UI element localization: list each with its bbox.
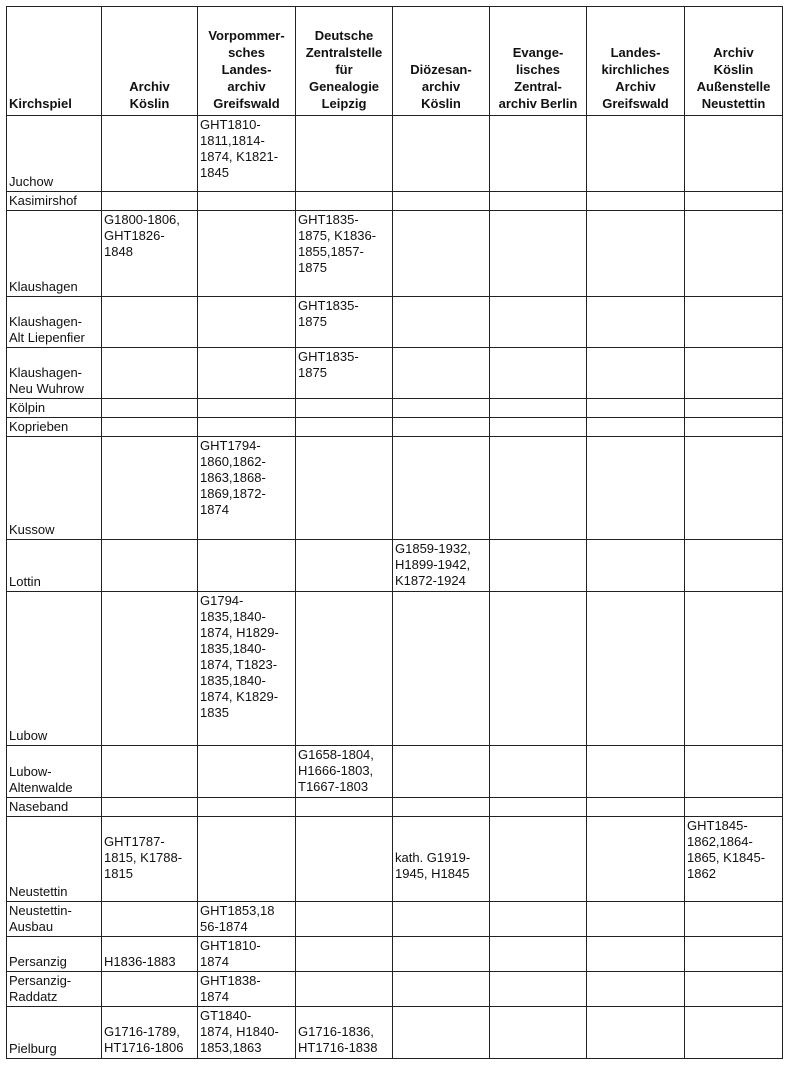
table-row <box>7 297 783 348</box>
archive-holdings-cell <box>490 592 587 746</box>
parish-name-cell: Persanzig <box>7 937 102 972</box>
archive-holdings-cell <box>393 798 490 817</box>
parish-name-cell: Koprieben <box>7 418 102 437</box>
archive-holdings-cell: GT1840- 1874, H1840- 1853,1863 <box>198 1007 296 1059</box>
archive-holdings-cell <box>102 592 198 746</box>
archive-holdings-cell <box>102 540 198 592</box>
archive-holdings-cell <box>587 211 685 297</box>
archive-holdings-cell <box>490 348 587 399</box>
archive-holdings-cell <box>587 798 685 817</box>
archive-holdings-cell <box>198 817 296 902</box>
table-row <box>7 1007 783 1059</box>
archive-holdings-cell <box>490 798 587 817</box>
archive-holdings-cell: GHT1794- 1860,1862- 1863,1868- 1869,1872- 1874 <box>198 437 296 540</box>
archive-holdings-cell <box>102 902 198 937</box>
archive-holdings-cell: GHT1835- 1875 <box>296 348 393 399</box>
archive-holdings-cell <box>685 192 783 211</box>
header-zentralarchiv-berlin: Evange- lisches Zentral- archiv Berlin <box>490 7 587 116</box>
header-archiv-koeslin-neustettin: Archiv Köslin Außenstelle Neustettin <box>685 7 783 116</box>
archive-holdings-cell <box>102 348 198 399</box>
archive-holdings-cell <box>685 902 783 937</box>
archive-table-wrapper <box>6 6 783 1059</box>
table-row <box>7 348 783 399</box>
archive-holdings-cell <box>490 972 587 1007</box>
archive-holdings-cell <box>198 746 296 798</box>
table-row <box>7 902 783 937</box>
parish-name-cell: Lubow- Altenwalde <box>7 746 102 798</box>
header-archiv-koeslin: Archiv Köslin <box>102 7 198 116</box>
archive-holdings-cell <box>393 437 490 540</box>
archive-holdings-cell <box>296 418 393 437</box>
archive-holdings-cell <box>296 192 393 211</box>
archive-holdings-cell: GHT1853,18 56-1874 <box>198 902 296 937</box>
table-row <box>7 746 783 798</box>
archive-holdings-cell: G1716-1836, HT1716-1838 <box>296 1007 393 1059</box>
archive-holdings-cell <box>198 798 296 817</box>
header-kirchspiel: Kirchspiel <box>7 7 102 116</box>
archive-holdings-cell <box>490 746 587 798</box>
archive-holdings-cell: GHT1835- 1875, K1836- 1855,1857- 1875 <box>296 211 393 297</box>
parish-name-cell: Naseband <box>7 798 102 817</box>
archive-holdings-cell <box>490 399 587 418</box>
archive-holdings-cell <box>490 116 587 192</box>
archive-holdings-cell <box>296 540 393 592</box>
archive-holdings-cell <box>490 192 587 211</box>
archive-holdings-cell <box>587 348 685 399</box>
archive-holdings-cell <box>685 798 783 817</box>
archive-holdings-cell <box>393 297 490 348</box>
archive-holdings-cell <box>685 116 783 192</box>
archive-holdings-cell <box>296 798 393 817</box>
archive-holdings-cell <box>393 418 490 437</box>
archive-holdings-cell <box>685 746 783 798</box>
archive-holdings-cell <box>685 418 783 437</box>
parish-name-cell: Persanzig- Raddatz <box>7 972 102 1007</box>
table-row <box>7 399 783 418</box>
parish-name-cell: Kölpin <box>7 399 102 418</box>
archive-holdings-cell <box>587 972 685 1007</box>
archive-holdings-cell <box>198 540 296 592</box>
archive-holdings-cell <box>490 937 587 972</box>
archive-holdings-cell <box>198 192 296 211</box>
archive-holdings-cell <box>198 348 296 399</box>
archive-holdings-cell <box>296 399 393 418</box>
archive-holdings-cell: G1859-1932, H1899-1942, K1872-1924 <box>393 540 490 592</box>
table-row <box>7 418 783 437</box>
archive-holdings-cell <box>490 437 587 540</box>
archive-holdings-cell <box>490 297 587 348</box>
archive-holdings-cell <box>393 972 490 1007</box>
archive-holdings-cell: G1716-1789, HT1716-1806 <box>102 1007 198 1059</box>
archive-holdings-cell <box>393 399 490 418</box>
header-landeskirchliches-archiv-greifswald: Landes- kirchliches Archiv Greifswald <box>587 7 685 116</box>
archive-holdings-cell <box>102 399 198 418</box>
archive-holdings-cell <box>490 540 587 592</box>
parish-name-cell: Kasimirshof <box>7 192 102 211</box>
archive-holdings-cell: H1836-1883 <box>102 937 198 972</box>
archive-holdings-cell <box>198 211 296 297</box>
parish-archive-table <box>6 6 783 1059</box>
archive-holdings-cell: GHT1835- 1875 <box>296 297 393 348</box>
archive-holdings-cell <box>296 592 393 746</box>
parish-name-cell: Klaushagen- Neu Wuhrow <box>7 348 102 399</box>
archive-holdings-cell <box>490 418 587 437</box>
archive-holdings-cell <box>296 902 393 937</box>
archive-holdings-cell <box>102 297 198 348</box>
archive-holdings-cell <box>490 902 587 937</box>
archive-holdings-cell <box>685 211 783 297</box>
archive-holdings-cell <box>393 348 490 399</box>
parish-name-cell: Lottin <box>7 540 102 592</box>
archive-holdings-cell <box>393 937 490 972</box>
archive-holdings-cell <box>490 817 587 902</box>
archive-holdings-cell: GHT1838- 1874 <box>198 972 296 1007</box>
table-row <box>7 116 783 192</box>
archive-holdings-cell <box>587 399 685 418</box>
archive-holdings-cell <box>393 211 490 297</box>
header-dioezesanarchiv-koeslin: Diözesan- archiv Köslin <box>393 7 490 116</box>
archive-holdings-cell <box>296 937 393 972</box>
archive-holdings-cell <box>198 418 296 437</box>
archive-holdings-cell <box>587 192 685 211</box>
parish-name-cell: Neustettin- Ausbau <box>7 902 102 937</box>
archive-holdings-cell <box>587 817 685 902</box>
archive-holdings-cell <box>296 817 393 902</box>
parish-name-cell: Juchow <box>7 116 102 192</box>
header-zentralstelle-genealogie-leipzig: Deutsche Zentralstelle für Genealogie Leipzig <box>296 7 393 116</box>
header-landesarchiv-greifswald: Vorpommer- sches Landes- archiv Greifswald <box>198 7 296 116</box>
table-row <box>7 192 783 211</box>
archive-holdings-cell <box>102 437 198 540</box>
archive-holdings-cell <box>587 746 685 798</box>
archive-holdings-cell <box>685 399 783 418</box>
archive-holdings-cell <box>587 418 685 437</box>
archive-holdings-cell: GHT1810- 1811,1814- 1874, K1821- 1845 <box>198 116 296 192</box>
archive-holdings-cell: GHT1845- 1862,1864- 1865, K1845- 1862 <box>685 817 783 902</box>
archive-holdings-cell <box>393 1007 490 1059</box>
archive-holdings-cell <box>587 592 685 746</box>
archive-holdings-cell <box>587 116 685 192</box>
archive-holdings-cell <box>393 192 490 211</box>
table-row <box>7 972 783 1007</box>
archive-holdings-cell <box>393 116 490 192</box>
table-row <box>7 540 783 592</box>
archive-holdings-cell <box>490 211 587 297</box>
table-row <box>7 437 783 540</box>
archive-holdings-cell <box>685 592 783 746</box>
archive-holdings-cell <box>296 116 393 192</box>
parish-name-cell: Klaushagen- Alt Liepenfier <box>7 297 102 348</box>
table-row <box>7 211 783 297</box>
archive-holdings-cell <box>587 937 685 972</box>
header-row <box>7 7 783 116</box>
archive-holdings-cell: G1800-1806, GHT1826- 1848 <box>102 211 198 297</box>
archive-holdings-cell <box>685 937 783 972</box>
archive-holdings-cell <box>102 746 198 798</box>
archive-holdings-cell <box>685 972 783 1007</box>
archive-holdings-cell <box>102 418 198 437</box>
parish-name-cell: Klaushagen <box>7 211 102 297</box>
table-body <box>7 116 783 1059</box>
parish-name-cell: Kussow <box>7 437 102 540</box>
archive-holdings-cell <box>685 437 783 540</box>
archive-holdings-cell <box>685 540 783 592</box>
archive-holdings-cell <box>587 297 685 348</box>
archive-holdings-cell: GHT1810- 1874 <box>198 937 296 972</box>
archive-holdings-cell: G1658-1804, H1666-1803, T1667-1803 <box>296 746 393 798</box>
archive-holdings-cell <box>198 399 296 418</box>
archive-holdings-cell: GHT1787- 1815, K1788- 1815 <box>102 817 198 902</box>
archive-holdings-cell <box>102 192 198 211</box>
archive-holdings-cell <box>587 1007 685 1059</box>
archive-holdings-cell <box>102 798 198 817</box>
archive-holdings-cell <box>296 437 393 540</box>
table-row <box>7 817 783 902</box>
archive-holdings-cell: G1794- 1835,1840- 1874, H1829- 1835,1840- 1874, T1823- 1835,1840- 1874, K1829- 1835 <box>198 592 296 746</box>
archive-holdings-cell <box>102 116 198 192</box>
archive-holdings-cell <box>587 540 685 592</box>
parish-name-cell: Neustettin <box>7 817 102 902</box>
archive-holdings-cell <box>685 1007 783 1059</box>
parish-name-cell: Lubow <box>7 592 102 746</box>
archive-holdings-cell: kath. G1919- 1945, H1845 <box>393 817 490 902</box>
archive-holdings-cell <box>587 437 685 540</box>
archive-holdings-cell <box>296 972 393 1007</box>
parish-name-cell: Pielburg <box>7 1007 102 1059</box>
archive-holdings-cell <box>490 1007 587 1059</box>
archive-holdings-cell <box>393 902 490 937</box>
table-row <box>7 798 783 817</box>
archive-holdings-cell <box>198 297 296 348</box>
table-row <box>7 937 783 972</box>
archive-holdings-cell <box>685 297 783 348</box>
archive-holdings-cell <box>587 902 685 937</box>
archive-holdings-cell <box>102 972 198 1007</box>
archive-holdings-cell <box>393 592 490 746</box>
archive-holdings-cell <box>393 746 490 798</box>
table-row <box>7 592 783 746</box>
archive-holdings-cell <box>685 348 783 399</box>
